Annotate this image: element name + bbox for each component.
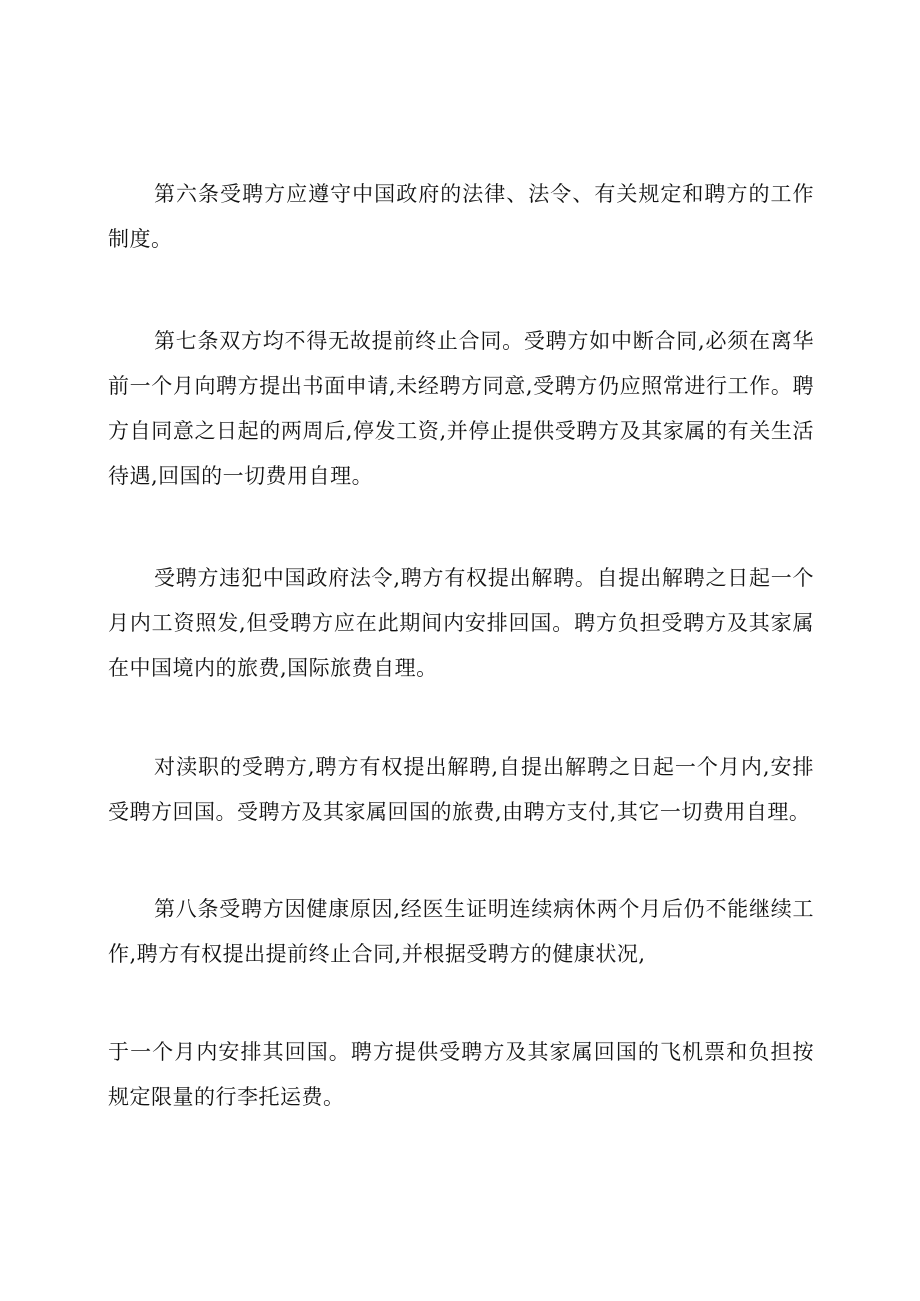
paragraph-article-6: 第六条受聘方应遵守中国政府的法律、法令、有关规定和聘方的工作制度。: [108, 182, 814, 251]
paragraph-article-8-continued: 于一个月内安排其回国。聘方提供受聘方及其家属回国的飞机票和负担按规定限量的行李托运费。: [108, 1040, 814, 1109]
paragraph-dismissal-dereliction: 对渎职的受聘方,聘方有权提出解聘,自提出解聘之日起一个月内,安排受聘方回国。受聘方及其家属回国的旅费,由聘方支付,其它一切费用自理。: [108, 755, 814, 824]
paragraph-article-7: 第七条双方均不得无故提前终止合同。受聘方如中断合同,必须在离华前一个月向聘方提出书面申请,未经聘方同意,受聘方仍应照常进行工作。聘方自同意之日起的两周后,停发工资,并停止提供受聘方及其家属的有关生活待遇,回国的一切费用自理。: [108, 329, 814, 488]
paragraph-article-8: 第八条受聘方因健康原因,经医生证明连续病休两个月后仍不能继续工作,聘方有权提出提前终止合同,并根据受聘方的健康状况,: [108, 897, 814, 966]
paragraph-dismissal-violation: 受聘方违犯中国政府法令,聘方有权提出解聘。自提出解聘之日起一个月内工资照发,但受聘方应在此期间内安排回国。聘方负担受聘方及其家属在中国境内的旅费,国际旅费自理。: [108, 566, 814, 680]
